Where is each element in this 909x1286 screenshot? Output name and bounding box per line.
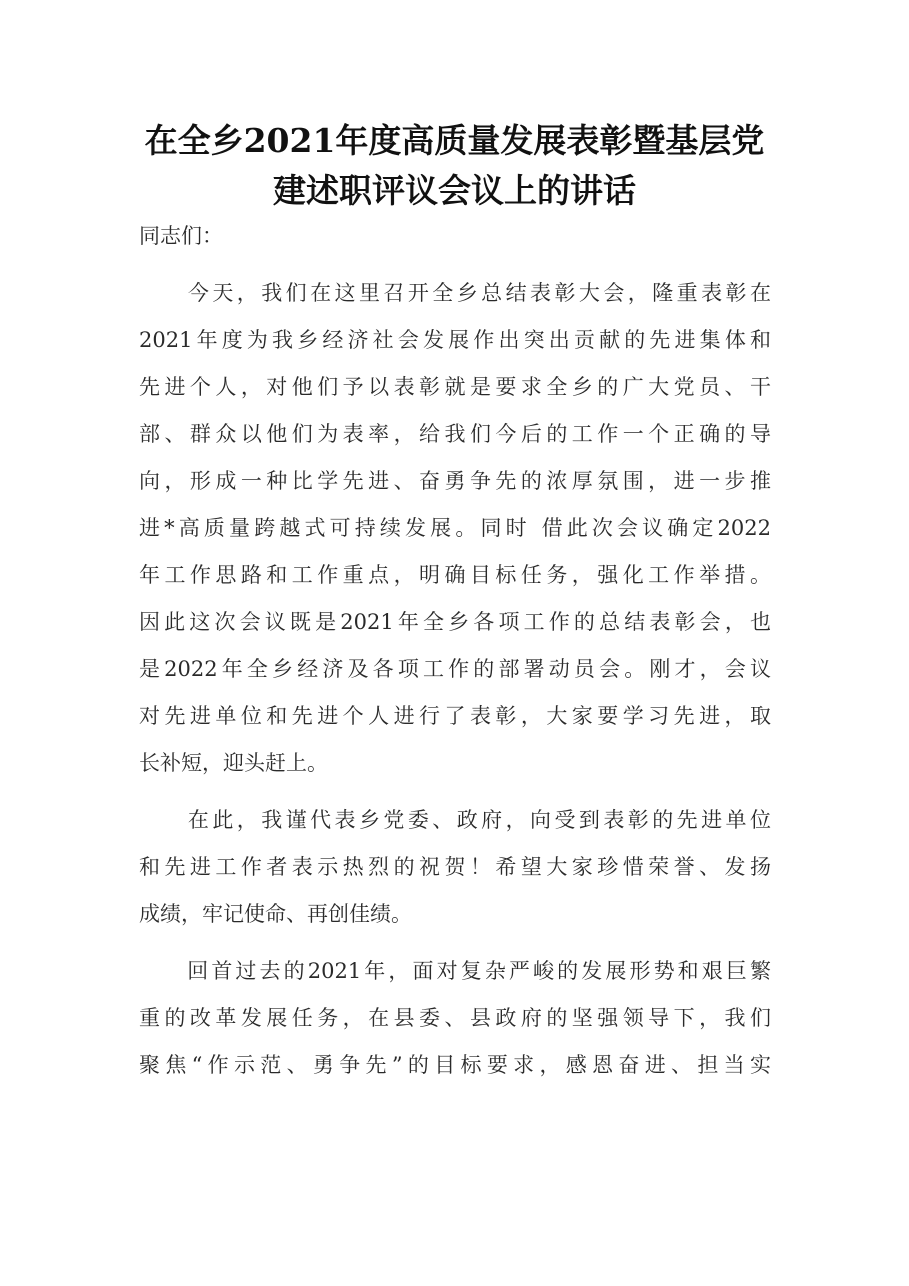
paragraph — [139, 270, 771, 787]
title-line: 建述职评议会议上的讲话 — [273, 171, 636, 210]
text-line: 和先进工作者表示热烈的祝贺！希望大家珍惜荣誉、发扬 — [139, 855, 771, 879]
paragraph — [139, 948, 771, 1089]
document-body — [139, 213, 771, 1089]
text-line: 向，形成一种比学先进、奋勇争先的浓厚氛围，进一步推 — [139, 469, 771, 493]
text-line: 2021年度为我乡经济社会发展作出突出贡献的先进集体和 — [139, 328, 771, 352]
text-line: 先进个人，对他们予以表彰就是要求全乡的广大党员、干 — [139, 375, 771, 399]
text-line: 进*高质量跨越式可持续发展。同时 借此次会议确定2022 — [139, 516, 771, 540]
text-line: 部、群众以他们为表率，给我们今后的工作一个正确的导 — [139, 422, 771, 446]
text-line: 在此，我谨代表乡党委、政府，向受到表彰的先进单位 — [139, 808, 771, 832]
text-line: 对先进单位和先进个人进行了表彰，大家要学习先进，取 — [139, 704, 771, 728]
title-line: 在全乡2021年度高质量发展表彰暨基层党 — [144, 121, 765, 160]
text-line: 成绩，牢记使命、再创佳绩。 — [139, 902, 412, 926]
text-line: 因此这次会议既是2021年全乡各项工作的总结表彰会，也 — [139, 610, 771, 634]
text-line: 长补短，迎头赶上。 — [139, 751, 328, 775]
text-line: 聚焦“作示范、勇争先”的目标要求，感恩奋进、担当实 — [139, 1053, 771, 1077]
text-line: 今天，我们在这里召开全乡总结表彰大会，隆重表彰在 — [139, 281, 771, 305]
text-line: 是2022年全乡经济及各项工作的部署动员会。刚才，会议 — [139, 657, 771, 681]
text-line: 回首过去的2021年，面对复杂严峻的发展形势和艰巨繁 — [139, 959, 771, 983]
text-line: 重的改革发展任务，在县委、县政府的坚强领导下，我们 — [139, 1006, 771, 1030]
text-line: 年工作思路和工作重点，明确目标任务，强化工作举措。 — [139, 563, 771, 587]
salutation: 同志们： — [139, 224, 223, 248]
document-title — [120, 116, 789, 216]
paragraph — [139, 797, 771, 938]
